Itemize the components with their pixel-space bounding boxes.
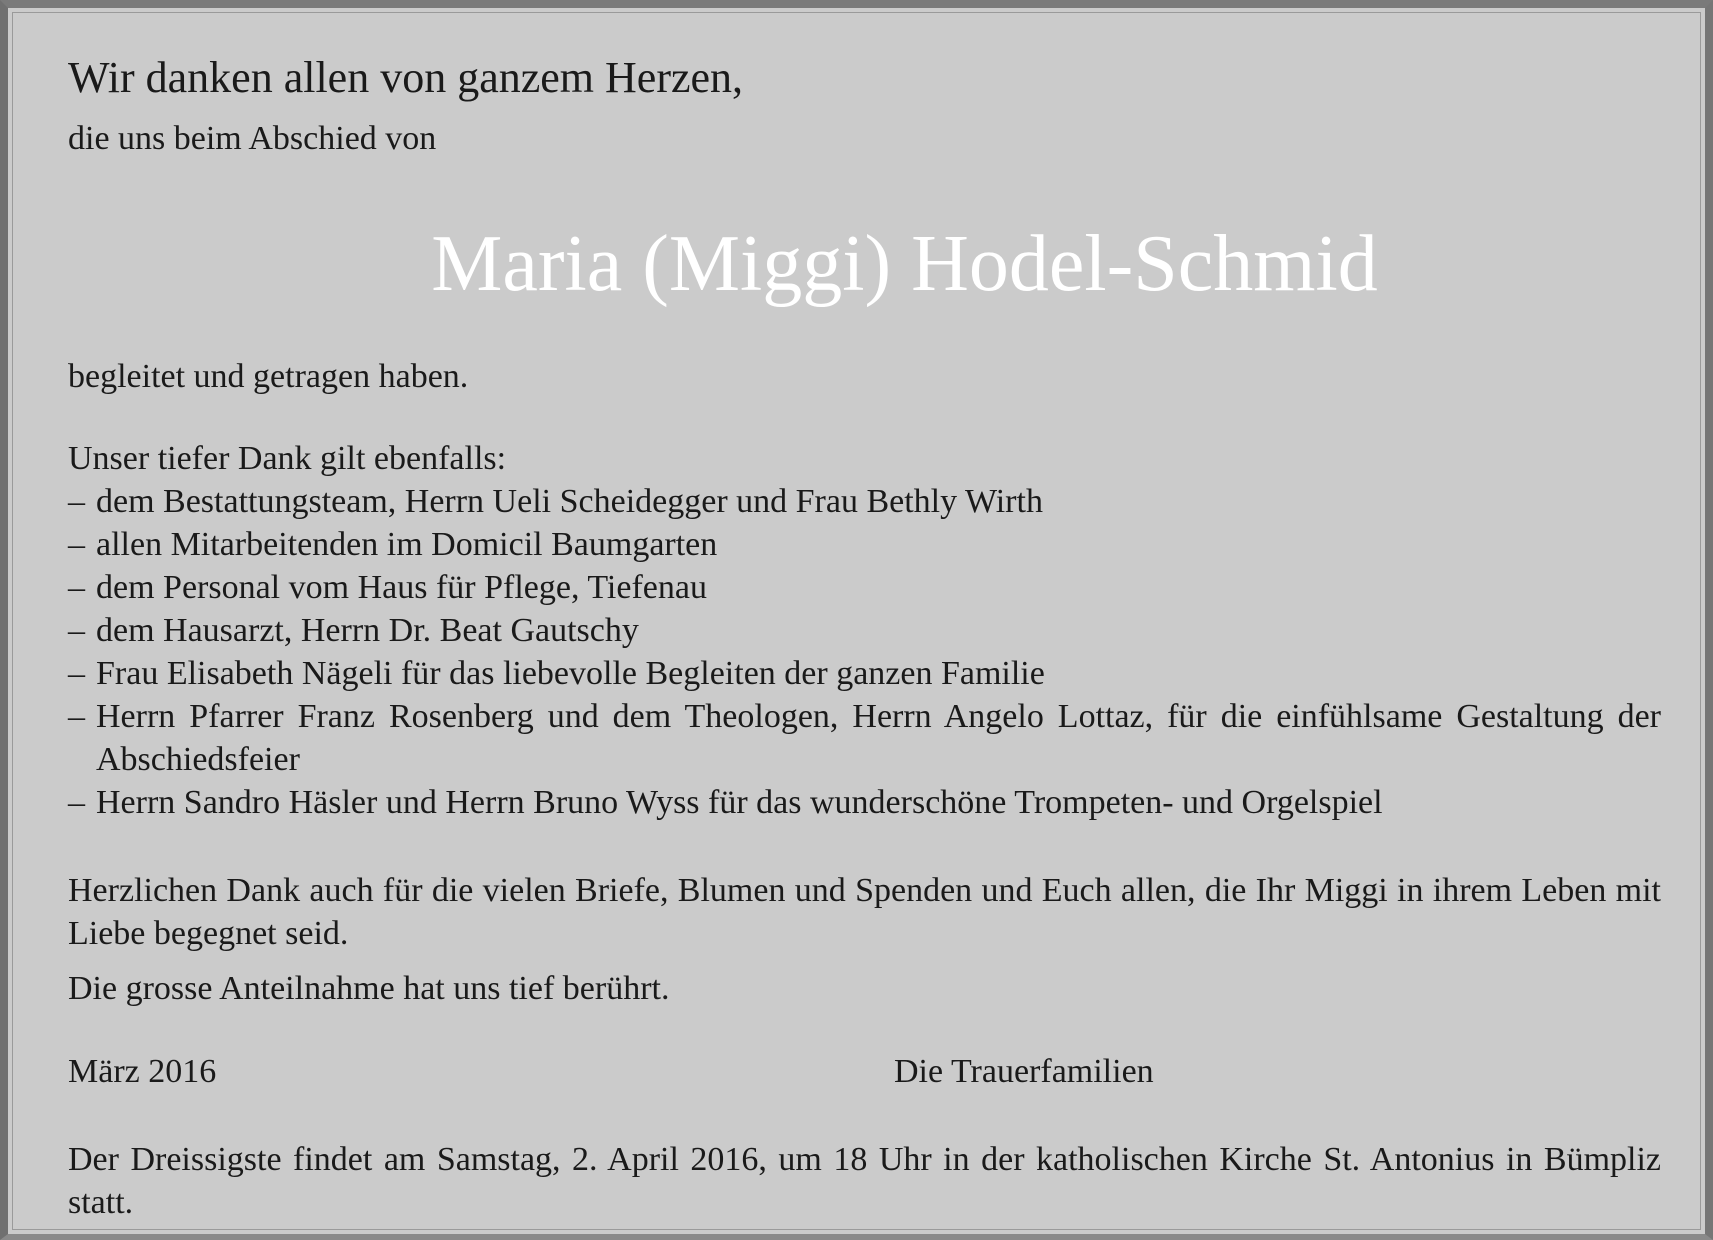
list-item <box>68 609 1661 652</box>
list-item <box>68 781 1661 824</box>
thanks-section <box>68 437 1661 824</box>
dash: – <box>68 784 85 822</box>
dash: – <box>68 483 85 521</box>
sympathy-line: Die grosse Anteilnahme hat uns tief berührt. <box>68 970 670 1008</box>
dash: – <box>68 526 85 564</box>
card-content <box>68 38 1661 1224</box>
list-item <box>68 480 1661 523</box>
memorial-service-notice: Der Dreissigste findet am Samstag, 2. April 2016, um 18 Uhr in der katholischen Kirche St. Antonius in Bümpliz statt. <box>68 1141 1661 1222</box>
dash: – <box>68 698 85 736</box>
thanks-heading: Unser tiefer Dank gilt ebenfalls: <box>68 440 507 478</box>
signature-text: Die Trauerfamilien <box>894 1053 1154 1091</box>
subline: die uns beim Abschied von <box>68 119 437 157</box>
list-item-text: dem Personal vom Haus für Pflege, Tiefenau <box>96 569 707 607</box>
headline: Wir danken allen von ganzem Herzen, <box>68 53 744 102</box>
after-name-text: begleitet und getragen haben. <box>68 357 469 395</box>
list-item <box>68 566 1661 609</box>
dash: – <box>68 569 85 607</box>
list-item-text: Herrn Pfarrer Franz Rosenberg und dem Theologen, Herrn Angelo Lottaz, für die einfühlsame Gestaltung der Abschiedsfeier <box>96 698 1661 779</box>
deceased-name: Maria (Miggi) Hodel-Schmid <box>431 219 1378 308</box>
list-item <box>68 652 1661 695</box>
thanks-paragraph: Herzlichen Dank auch für die vielen Briefe, Blumen und Spenden und Euch allen, die Ihr Miggi in ihrem Leben mit Liebe begegnet seid. <box>68 872 1661 953</box>
list-item <box>68 523 1661 566</box>
list-item-text: Frau Elisabeth Nägeli für das liebevolle Begleiten der ganzen Familie <box>96 655 1045 693</box>
dash: – <box>68 612 85 650</box>
signature-row <box>68 1050 1661 1093</box>
thanks-list <box>68 480 1661 824</box>
list-item-text: dem Bestattungsteam, Herrn Ueli Scheidegger und Frau Bethly Wirth <box>96 483 1043 521</box>
list-item <box>68 695 1661 781</box>
dash: – <box>68 655 85 693</box>
list-item-text: Herrn Sandro Häsler und Herrn Bruno Wyss für das wunderschöne Trompeten- und Orgelspiel <box>96 784 1383 822</box>
date-text: März 2016 <box>68 1053 217 1091</box>
list-item-text: dem Hausarzt, Herrn Dr. Beat Gautschy <box>96 612 639 650</box>
list-item-text: allen Mitarbeitenden im Domicil Baumgarten <box>96 526 718 564</box>
